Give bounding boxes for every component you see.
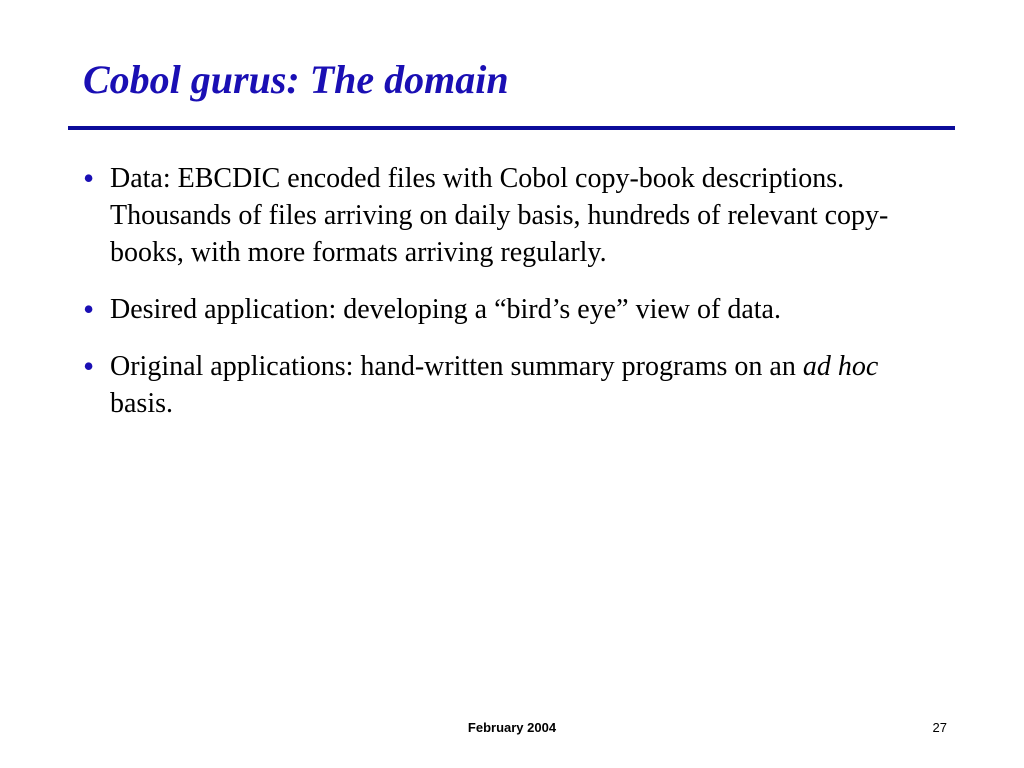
bullet-icon: • (83, 348, 95, 384)
bullet-icon: • (83, 291, 95, 327)
slide-title: Cobol gurus: The domain (83, 57, 509, 102)
bullet-text-italic: ad hoc (802, 351, 879, 382)
bullet-text: Desired application: developing a “bird’s eye” view of data. (110, 294, 781, 325)
bullet-text: Data: EBCDIC encoded files with Cobol copy-book descriptions. Thousands of files arriving on daily basis, hundreds of relevant copy-books, with more formats arriving regularly. (110, 163, 889, 268)
bullet-list (83, 160, 943, 442)
bullet-item-original-applications (83, 348, 943, 422)
bullet-text-start: Original applications: hand-written summary programs on an (110, 351, 803, 382)
bullet-text-end: basis. (110, 388, 173, 419)
footer-date: February 2004 (467, 720, 557, 735)
bullet-icon: • (83, 160, 95, 196)
bullet-item-desired-application (83, 291, 943, 328)
title-divider (68, 126, 955, 130)
bullet-item-data (83, 160, 943, 271)
page-number: 27 (932, 720, 947, 735)
